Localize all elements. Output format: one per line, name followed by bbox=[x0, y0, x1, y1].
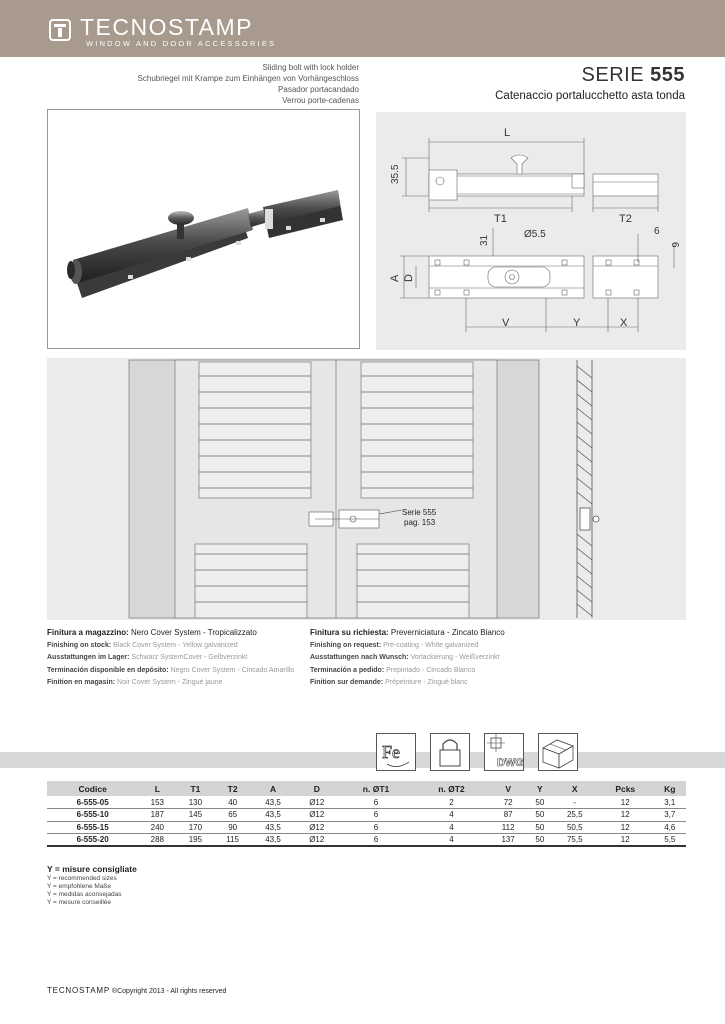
footer-brand: TECNOSTAMP bbox=[47, 986, 110, 995]
cell: 2 bbox=[414, 796, 489, 809]
cell: 90 bbox=[214, 821, 250, 834]
cell: 12 bbox=[597, 834, 654, 847]
callout-serie: Serie 555 bbox=[402, 508, 437, 517]
product-descriptions bbox=[138, 62, 359, 106]
cell: 75,5 bbox=[553, 834, 597, 847]
note-en: Y = recommended sizes bbox=[47, 875, 117, 882]
dim-label-t1: T1 bbox=[494, 213, 507, 225]
finish-request-main: Finitura su richiesta: Preverniciatura - Zincato Bianco bbox=[310, 628, 505, 637]
icons-band bbox=[0, 752, 725, 768]
cell: 115 bbox=[214, 834, 250, 847]
cell: 3,1 bbox=[654, 796, 686, 809]
svg-text:Fe: Fe bbox=[382, 742, 400, 762]
shutter-illustration bbox=[47, 358, 686, 620]
cell: 195 bbox=[176, 834, 214, 847]
description-de: Schubriegel mit Krampe zum Einhängen von Vorhängeschloss bbox=[137, 74, 359, 83]
col-header: V bbox=[489, 781, 527, 796]
finish-stock-main: Finitura a magazzino: Nero Cover System - Tropicalizzato bbox=[47, 628, 257, 637]
note-es: Y = medidas aconsejadas bbox=[47, 891, 122, 898]
cell: 3,7 bbox=[654, 809, 686, 822]
cell: 6 bbox=[338, 809, 413, 822]
col-header: Pcks bbox=[597, 781, 654, 796]
cell: 50 bbox=[527, 821, 552, 834]
finish-request-fr: Finition sur demande: Prépeinture - Zingué blanc bbox=[310, 679, 468, 686]
cell: 43,5 bbox=[251, 821, 295, 834]
technical-drawing bbox=[376, 112, 686, 350]
dim-label-t2: T2 bbox=[619, 213, 632, 225]
cell: 4 bbox=[414, 834, 489, 847]
cell: 50,5 bbox=[553, 821, 597, 834]
cell: Ø12 bbox=[295, 834, 338, 847]
header-bar bbox=[0, 0, 725, 57]
finish-request-es: Terminación a pedido: Prepintado - Cincado Blanco bbox=[310, 666, 476, 674]
cell: 25,5 bbox=[553, 809, 597, 822]
cell: 240 bbox=[138, 821, 176, 834]
finish-stock-en: Finishing on stock: Black Cover System - Yellow galvanized bbox=[47, 641, 238, 649]
cell-code: 6-555-15 bbox=[47, 821, 138, 834]
cell-code: 6-555-20 bbox=[47, 834, 138, 847]
side-section-icon bbox=[577, 360, 599, 618]
cell-code: 6-555-10 bbox=[47, 809, 138, 822]
table-row bbox=[47, 834, 686, 847]
cell: 50 bbox=[527, 796, 552, 809]
svg-text:DWG: DWG bbox=[497, 757, 523, 769]
product-photo bbox=[47, 109, 360, 349]
col-header: D bbox=[295, 781, 338, 796]
footer-copyright: ®Copyright 2013 - All rights reserved bbox=[111, 988, 227, 995]
cell: 87 bbox=[489, 809, 527, 822]
table-header-row bbox=[47, 781, 686, 796]
col-header: n. ØT1 bbox=[338, 781, 413, 796]
dim-label-x: X bbox=[620, 317, 628, 329]
finish-stock-de: Ausstattungen im Lager: Schwarz SystemCover - Gelbverzinkt bbox=[47, 654, 248, 661]
cell: 40 bbox=[214, 796, 250, 809]
cell: 6 bbox=[338, 821, 413, 834]
cell: 5,5 bbox=[654, 834, 686, 847]
cell: Ø12 bbox=[295, 821, 338, 834]
cell: 12 bbox=[597, 809, 654, 822]
tecnostamp-logo-icon bbox=[49, 19, 71, 41]
table-row bbox=[47, 809, 686, 822]
col-header: A bbox=[251, 781, 295, 796]
description-fr: Verrou porte-cadenas bbox=[282, 96, 359, 105]
cell: 12 bbox=[597, 821, 654, 834]
dimension-drawing bbox=[376, 112, 686, 350]
serie-prefix: SERIE bbox=[581, 64, 645, 86]
product-subtitle: Catenaccio portalucchetto asta tonda bbox=[495, 90, 685, 102]
finish-stock-fr: Finition en magasin: Noir Cover System - Zingué jaune bbox=[47, 679, 223, 686]
installation-illustration bbox=[47, 358, 686, 620]
cell: 4,6 bbox=[654, 821, 686, 834]
note-fr: Y = mesure conseillée bbox=[47, 899, 112, 906]
cell: 50 bbox=[527, 809, 552, 822]
cell: 65 bbox=[214, 809, 250, 822]
col-header: L bbox=[138, 781, 176, 796]
iron-material-icon bbox=[376, 733, 416, 771]
cell: 288 bbox=[138, 834, 176, 847]
serie-number: 555 bbox=[650, 64, 685, 86]
cell: 137 bbox=[489, 834, 527, 847]
cell: 72 bbox=[489, 796, 527, 809]
note-de: Y = empfohlene Maße bbox=[47, 883, 112, 890]
table-row bbox=[47, 796, 686, 809]
cell: 12 bbox=[597, 796, 654, 809]
finish-request bbox=[310, 627, 505, 690]
dim-label-six-a: 6 bbox=[654, 226, 660, 237]
cell: 43,5 bbox=[251, 809, 295, 822]
col-header: Y bbox=[527, 781, 552, 796]
cell: 50 bbox=[527, 834, 552, 847]
specs-table bbox=[47, 781, 686, 847]
size-notes bbox=[47, 864, 137, 907]
col-header: Kg bbox=[654, 781, 686, 796]
table-row bbox=[47, 821, 686, 834]
brand-tagline: WINDOW AND DOOR ACCESSORIES bbox=[86, 39, 277, 48]
cell: Ø12 bbox=[295, 809, 338, 822]
dim-label-d: D bbox=[403, 274, 415, 282]
cell: - bbox=[553, 796, 597, 809]
mounted-bolt-icon bbox=[309, 510, 379, 528]
cell: 145 bbox=[176, 809, 214, 822]
sliding-bolt-illustration bbox=[48, 110, 359, 348]
dim-label-diameter: Ø5.5 bbox=[524, 229, 546, 240]
padlock-icon bbox=[430, 733, 470, 771]
finish-request-en: Finishing on request: Pre-coating - White galvanized bbox=[310, 641, 479, 649]
finish-stock bbox=[47, 627, 294, 690]
col-header: Codice bbox=[47, 781, 138, 796]
cell: 4 bbox=[414, 821, 489, 834]
cell: 43,5 bbox=[251, 834, 295, 847]
dim-label-v: V bbox=[502, 317, 510, 329]
finish-request-de: Ausstattungen nach Wunsch: Vorlackierung - Weißverzinkt bbox=[310, 654, 500, 661]
cell: 187 bbox=[138, 809, 176, 822]
description-en: Sliding bolt with lock holder bbox=[262, 63, 359, 72]
dim-label-six-b: 6 bbox=[669, 242, 680, 248]
callout-page: pag. 153 bbox=[404, 518, 436, 527]
dim-label-y: Y bbox=[573, 317, 581, 329]
cell: Ø12 bbox=[295, 796, 338, 809]
cell: 4 bbox=[414, 809, 489, 822]
dwg-file-icon bbox=[484, 733, 524, 771]
col-header: T1 bbox=[176, 781, 214, 796]
serie-title bbox=[582, 64, 685, 87]
col-header: T2 bbox=[214, 781, 250, 796]
dim-label-a: A bbox=[389, 274, 401, 282]
cell: 170 bbox=[176, 821, 214, 834]
col-header: X bbox=[553, 781, 597, 796]
brand-name: TECNOSTAMP bbox=[80, 14, 254, 40]
cell: 112 bbox=[489, 821, 527, 834]
cell: 130 bbox=[176, 796, 214, 809]
description-es: Pasador portacandado bbox=[278, 85, 359, 94]
cell: 43,5 bbox=[251, 796, 295, 809]
dim-label-height: 35.5 bbox=[390, 164, 401, 184]
cell: 153 bbox=[138, 796, 176, 809]
finish-stock-es: Terminación disponible en depósito: Negro Cover System - Cincado Amarillo bbox=[47, 666, 295, 674]
dim-label-l: L bbox=[504, 127, 511, 139]
dim-label-31: 31 bbox=[479, 234, 490, 246]
packaging-box-icon bbox=[538, 733, 578, 771]
cell-code: 6-555-05 bbox=[47, 796, 138, 809]
cell: 6 bbox=[338, 796, 413, 809]
note-main: Y = misure consigliate bbox=[47, 864, 137, 874]
cell: 6 bbox=[338, 834, 413, 847]
col-header: n. ØT2 bbox=[414, 781, 489, 796]
footer bbox=[47, 986, 226, 995]
